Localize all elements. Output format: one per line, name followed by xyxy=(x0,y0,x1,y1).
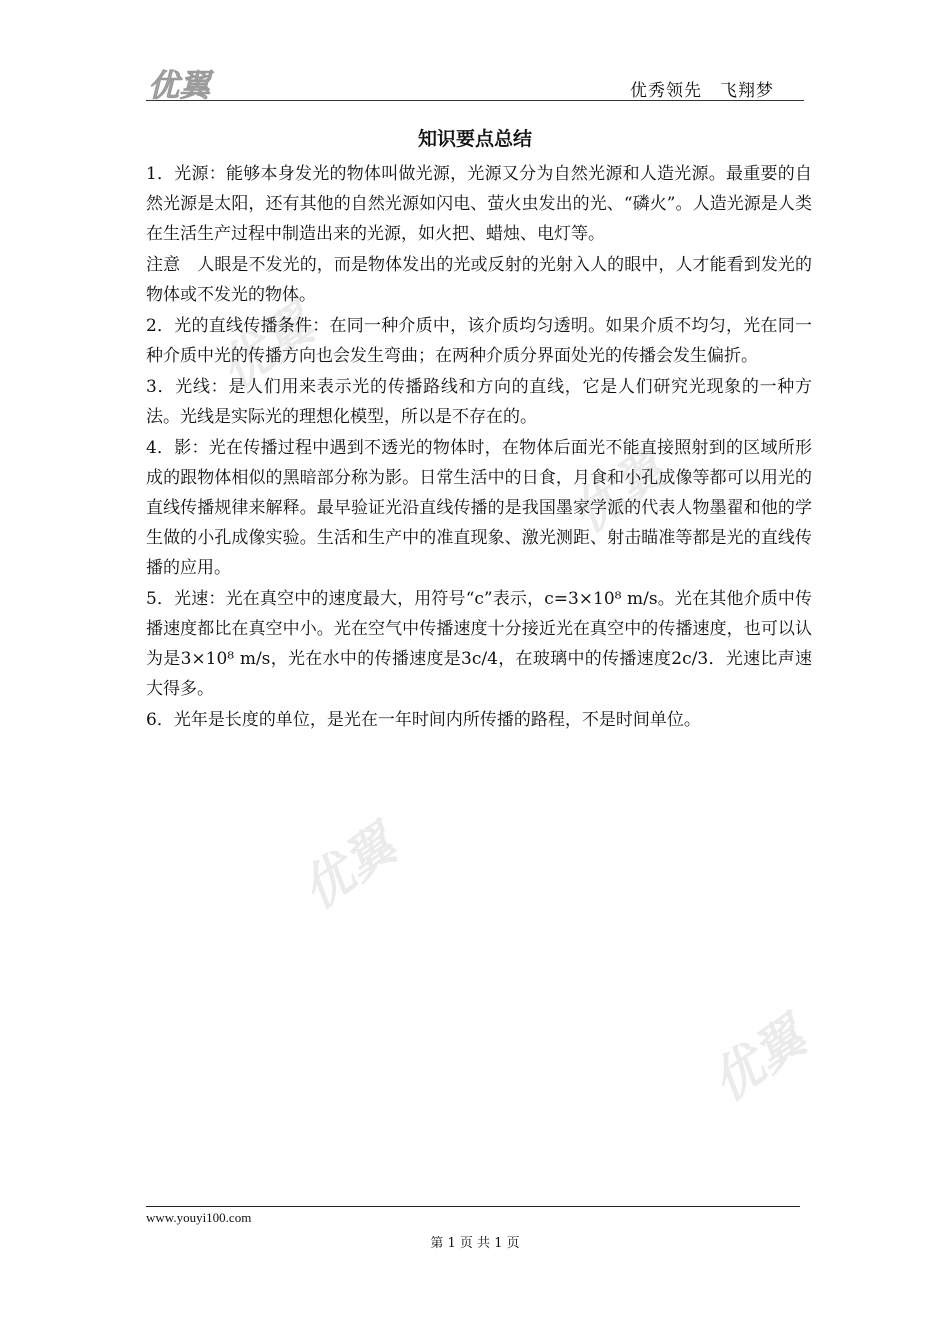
paragraph-speed-of-light: 5．光速：光在真空中的速度最大，用符号“c”表示，c=3×10⁸ m/s。光在其他介质中传播速度都比在真空中小。光在空气中传播速度十分接近光在真空中的传播速度，也可以认为是3×10⁸ m/s，光在水中的传播速度是3c/4，在玻璃中的传播速度2c/3．光速比声速大得多。 xyxy=(146,589,812,699)
svg-text:优翼: 优翼 xyxy=(291,815,407,921)
page-number: 第 1 页 共 1 页 xyxy=(430,1236,520,1251)
watermark-logo xyxy=(694,970,865,1119)
paragraph-light-source: 1．光源：能够本身发光的物体叫做光源，光源又分为自然光源和人造光源。最重要的自然光源是太阳，还有其他的自然光源如闪电、萤火虫发出的光、“磷火”。人造光源是人类在生活生产过程中制造出来的光源，如火把、蜡烛、电灯等。 xyxy=(146,164,812,244)
paragraph-shadow: 4．影：光在传播过程中遇到不透光的物体时，在物体后面光不能直接照射到的区域所形成的跟物体相似的黑暗部分称为影。日常生活中的日食，月食和小孔成像等都可以用光的直线传播规律来解释。最早验证光沿直线传播的是我国墨家学派的代表人物墨翟和他的学生做的小孔成像实验。生活和生产中的准直现象、激光测距、射击瞄准等都是光的直线传播的应用。 xyxy=(146,438,812,578)
watermark-logo xyxy=(284,778,455,927)
svg-text:优翼: 优翼 xyxy=(701,1007,817,1113)
document-body xyxy=(146,159,812,736)
logo-text: 优翼 xyxy=(148,68,210,102)
header-divider xyxy=(146,100,804,101)
paragraph-straight-line-propagation: 2．光的直线传播条件：在同一种介质中，该介质均匀透明。如果介质不均匀，光在同一种介质中光的传播方向也会发生弯曲；在两种介质分界面处光的传播会发生偏折。 xyxy=(146,316,812,366)
svg-text:优翼: 优翼 xyxy=(209,295,325,401)
svg-text:优翼: 优翼 xyxy=(561,439,677,545)
paragraph-light-ray: 3．光线：是人们用来表示光的传播路线和方向的直线，它是人们研究光现象的一种方法。光线是实际光的理想化模型，所以是不存在的。 xyxy=(146,377,812,427)
footer-divider xyxy=(146,1206,800,1207)
youyi-logo xyxy=(146,66,246,102)
page-title: 知识要点总结 xyxy=(417,128,532,150)
footer-url[interactable]: www.youyi100.com xyxy=(146,1210,252,1225)
paragraph-note: 注意 人眼是不发光的，而是物体发出的光或反射的光射入人的眼中，人才能看到发光的物体或不发光的物体。 xyxy=(146,255,812,305)
header-slogan: 优秀领先 飞翔梦 xyxy=(630,81,774,101)
paragraph-light-year: 6．光年是长度的单位，是光在一年时间内所传播的路程，不是时间单位。 xyxy=(146,710,701,730)
